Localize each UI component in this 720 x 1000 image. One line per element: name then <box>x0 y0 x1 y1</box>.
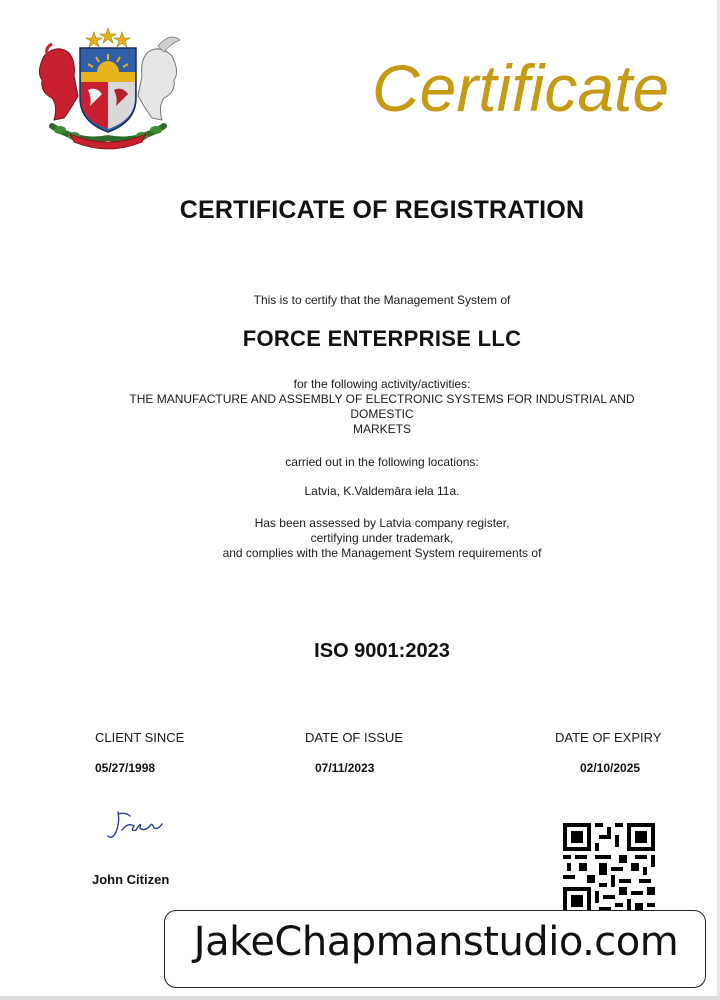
assessment-line: and complies with the Management System requirements of <box>222 546 542 560</box>
iso-standard: ISO 9001:2023 <box>314 640 450 662</box>
activity-line: THE MANUFACTURE AND ASSEMBLY OF ELECTRONIC SYSTEMS FOR INDUSTRIAL AND <box>129 392 635 406</box>
client-since-label: CLIENT SINCE <box>95 730 185 745</box>
signature-icon <box>104 808 168 844</box>
location-address: Latvia, K.Valdemāra iela 11a. <box>304 484 460 498</box>
date-of-issue-value: 07/11/2023 <box>315 761 375 775</box>
activity-line: DOMESTIC <box>350 407 414 421</box>
intro-text: This is to certify that the Management System of <box>253 293 511 307</box>
date-of-issue-label: DATE OF ISSUE <box>305 730 403 745</box>
page-title: CERTIFICATE OF REGISTRATION <box>179 196 585 224</box>
watermark-text: JakeChapmanstudio.com <box>193 919 679 965</box>
assessment-line: certifying under trademark, <box>310 531 454 545</box>
activity-lead: for the following activity/activities: <box>293 377 471 391</box>
page-bottom-edge <box>0 996 720 1000</box>
assessment-line: Has been assessed by Latvia company register, <box>254 516 510 530</box>
date-of-expiry-value: 02/10/2025 <box>580 761 641 775</box>
company-name: FORCE ENTERPRISE LLC <box>242 326 522 351</box>
signer-name: John Citizen <box>92 872 170 887</box>
client-since-value: 05/27/1998 <box>95 761 156 775</box>
qr-code-icon <box>563 823 655 915</box>
activity-line: MARKETS <box>352 422 411 436</box>
locations-lead: carried out in the following locations: <box>285 455 479 469</box>
coat-of-arms-icon <box>30 26 186 150</box>
watermark-banner <box>164 910 706 988</box>
date-of-expiry-label: DATE OF EXPIRY <box>555 730 662 745</box>
certificate-word: Certificate <box>372 51 670 125</box>
